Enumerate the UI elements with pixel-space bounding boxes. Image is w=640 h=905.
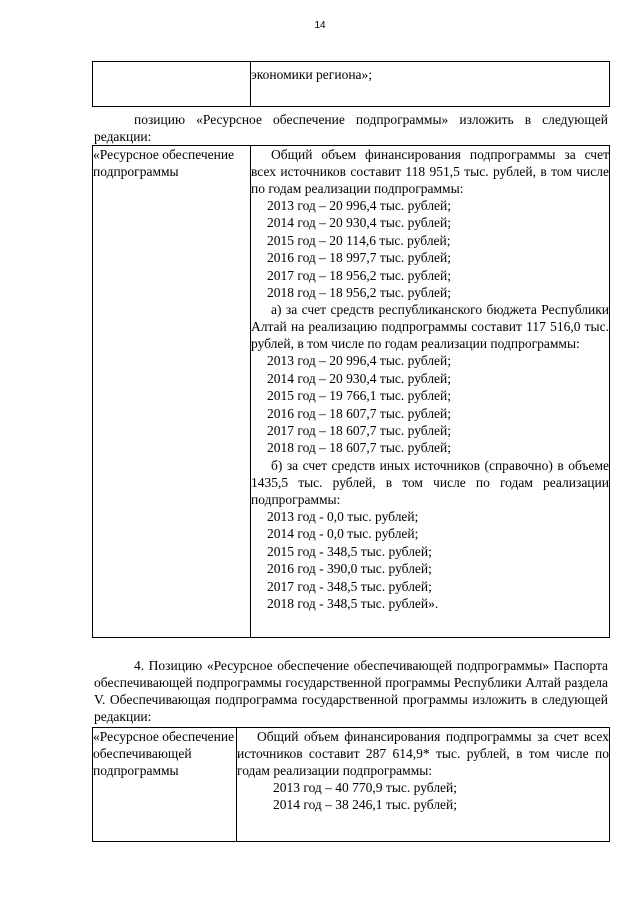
table-resource-support-subprogram (92, 727, 610, 842)
table2-year-b-2015: 2015 год - 348,5 тыс. рублей; (267, 543, 432, 559)
table3-intro: Общий объем финансирования подпрограммы за счет всех источников составит 287 614,9* тыс. рублей, в том числе по годам реализации подпрограммы: (237, 729, 609, 778)
table2-year-total-2015: 2015 год – 20 114,6 тыс. рублей; (267, 232, 451, 248)
table-continuation (92, 61, 610, 107)
page-number: 14 (314, 20, 326, 31)
table1-right-cell (251, 62, 610, 107)
table2-year-a-2016: 2016 год – 18 607,7 тыс. рублей; (267, 405, 452, 421)
table3-right-cell (237, 728, 610, 842)
paragraph-2-text: 4. Позицию «Ресурсное обеспечение обеспечивающей подпрограммы» Паспорта обеспечивающей подпрограммы государственной программы Республики Алтай раздела V. Обеспечивающая подпрограмма государственной программы изложить в следующей редакции: (94, 658, 608, 724)
table3-year-2013: 2013 год – 40 770,9 тыс. рублей; (273, 780, 458, 795)
table3-left-cell (93, 728, 237, 842)
table2-left-cell (93, 146, 251, 638)
table2-year-a-2014: 2014 год – 20 930,4 тыс. рублей; (267, 370, 452, 386)
table2-section-b: б) за счет средств иных источников (справочно) в объеме 1435,5 тыс. рублей, в том числе по годам реализации подпрограммы: (251, 457, 609, 507)
table2-year-total-2013: 2013 год – 20 996,4 тыс. рублей; (267, 198, 452, 213)
paragraph-1 (94, 111, 608, 145)
table1-left-cell (93, 62, 251, 107)
table2-year-total-2014: 2014 год – 20 930,4 тыс. рублей; (267, 215, 452, 231)
table2-year-b-2016: 2016 год - 390,0 тыс. рублей; (267, 561, 432, 577)
table3-left-label: «Ресурсное обеспечение обеспечивающей подпрограммы (93, 729, 235, 778)
table2-year-b-2017: 2017 год - 348,5 тыс. рублей; (267, 578, 432, 594)
paragraph-2 (94, 657, 608, 725)
table2-right-cell (251, 146, 610, 638)
table2-year-total-2018: 2018 год – 18 956,2 тыс. рублей; (267, 285, 452, 301)
table-resource-subprogram (92, 145, 610, 638)
table2-year-a-2018: 2018 год – 18 607,7 тыс. рублей; (267, 440, 452, 456)
table2-year-a-2013: 2013 год – 20 996,4 тыс. рублей; (267, 353, 452, 369)
table2-year-total-2016: 2016 год – 18 997,7 тыс. рублей; (267, 250, 452, 266)
table3-year-2014: 2014 год – 38 246,1 тыс. рублей; (273, 797, 458, 812)
table2-year-total-2017: 2017 год – 18 956,2 тыс. рублей; (267, 267, 452, 283)
table2-intro: Общий объем финансирования подпрограммы за счет всех источников составит 118 951,5 тыс. рублей, в том числе по годам реализации подпрограммы: (251, 147, 609, 196)
table2-year-b-2014: 2014 год - 0,0 тыс. рублей; (267, 526, 419, 542)
table2-year-b-2013: 2013 год - 0,0 тыс. рублей; (267, 508, 419, 524)
table1-right-text: экономики региона»; (251, 67, 373, 82)
table2-left-label: «Ресурсное обеспечение подпрограммы (93, 147, 235, 179)
paragraph-1-text: позицию «Ресурсное обеспечение подпрограммы» изложить в следующей редакции: (94, 112, 608, 144)
table2-year-a-2017: 2017 год – 18 607,7 тыс. рублей; (267, 423, 452, 439)
table2-year-a-2015: 2015 год – 19 766,1 тыс. рублей; (267, 388, 452, 404)
table2-section-a: а) за счет средств республиканского бюджета Республики Алтай на реализацию подпрограммы составит 117 516,0 тыс. рублей, в том числе по годам реализации подпрограммы: (251, 302, 609, 352)
table2-year-b-2018: 2018 год - 348,5 тыс. рублей». (267, 595, 439, 611)
